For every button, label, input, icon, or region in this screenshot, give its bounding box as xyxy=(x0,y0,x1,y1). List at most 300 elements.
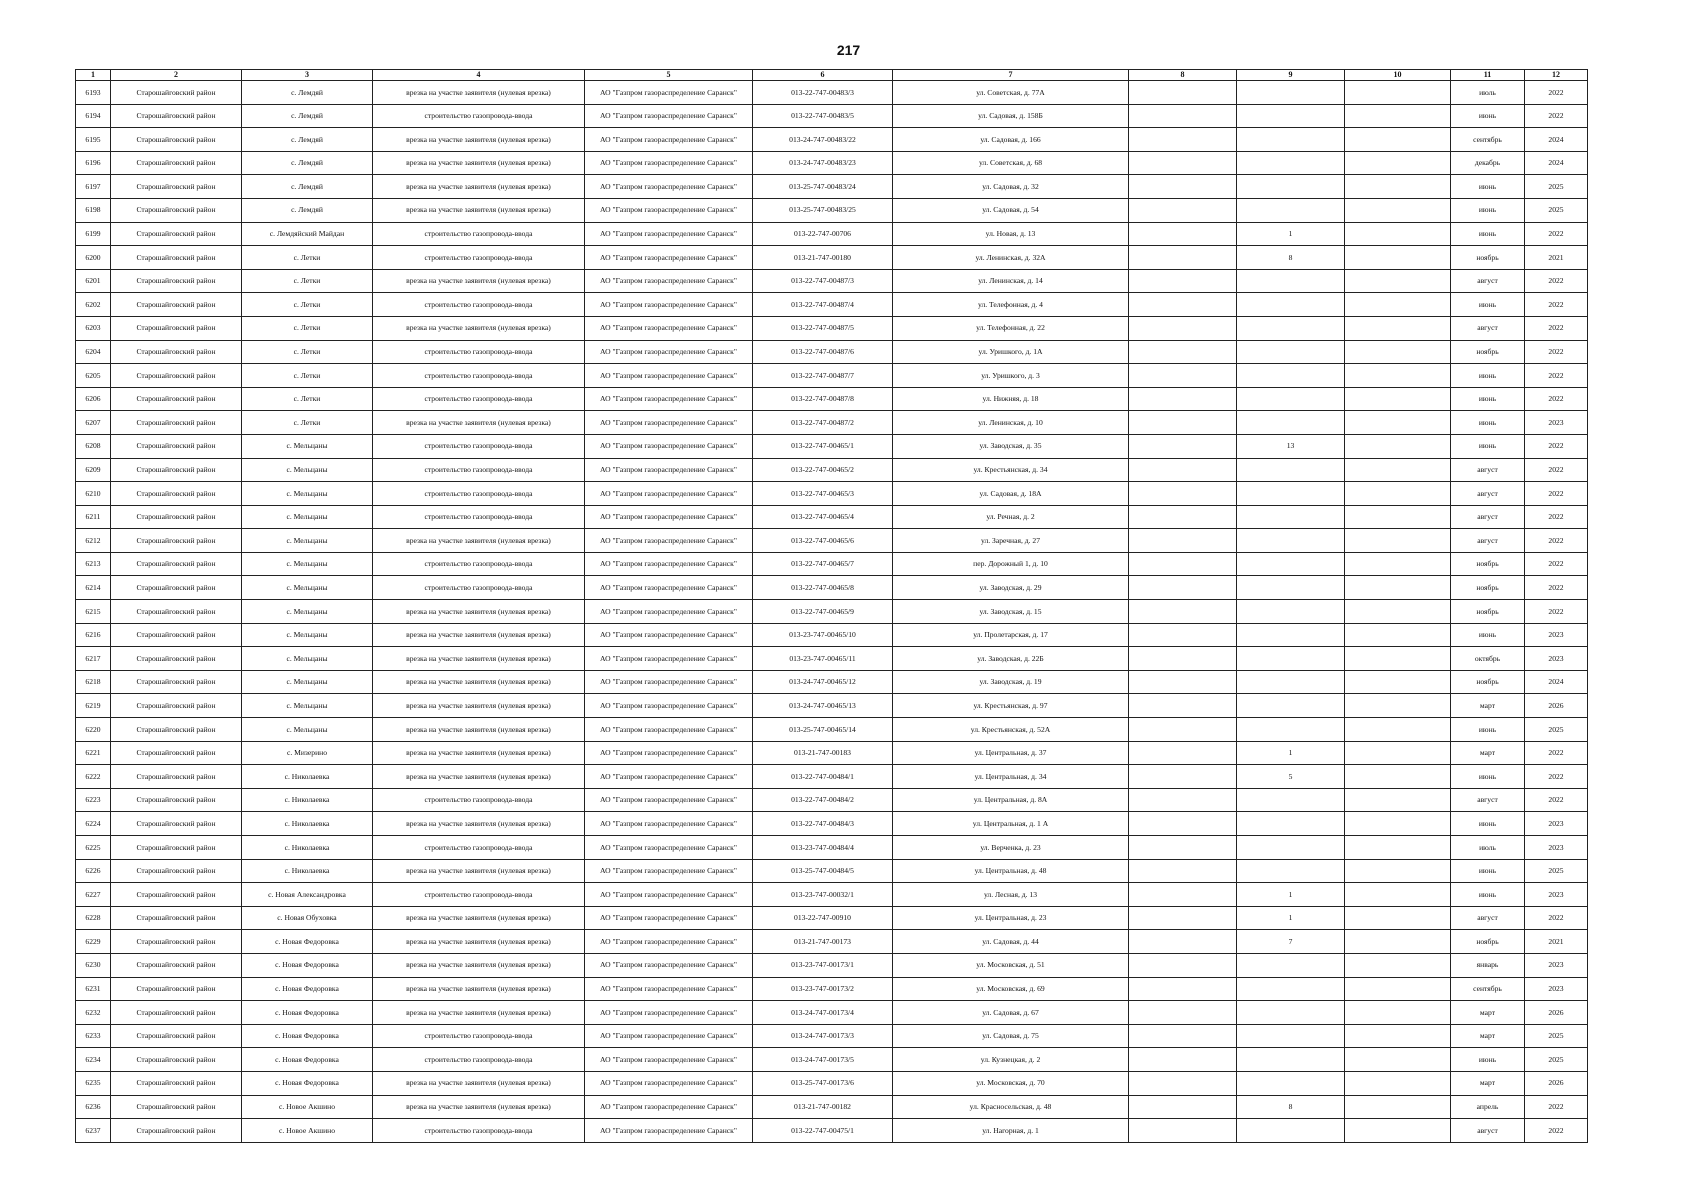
table-row xyxy=(76,81,1588,105)
cell-row-number: 6223 xyxy=(76,788,111,812)
cell-settlement: с. Лемдяй xyxy=(242,81,373,105)
cell-address: ул. Ленинская, д. 10 xyxy=(893,411,1129,435)
cell-application-number: 013-22-747-00484/1 xyxy=(753,765,893,789)
cell-col-10 xyxy=(1345,1024,1451,1048)
cell-district: Старошайговский район xyxy=(111,1048,242,1072)
table-row xyxy=(76,175,1588,199)
cell-organization: АО "Газпром газораспределение Саранск" xyxy=(585,836,753,860)
cell-year: 2026 xyxy=(1525,1071,1588,1095)
cell-col-10 xyxy=(1345,812,1451,836)
cell-address: ул. Пролетарская, д. 17 xyxy=(893,623,1129,647)
cell-month: март xyxy=(1451,694,1525,718)
cell-address: ул. Красносельская, д. 48 xyxy=(893,1095,1129,1119)
cell-col-10 xyxy=(1345,151,1451,175)
cell-settlement: с. Новая Александровка xyxy=(242,883,373,907)
cell-month: август xyxy=(1451,316,1525,340)
cell-work-type: врезка на участке заявителя (нулевая врезка) xyxy=(373,128,585,152)
cell-year: 2022 xyxy=(1525,1095,1588,1119)
table-row xyxy=(76,600,1588,624)
cell-work-type: врезка на участке заявителя (нулевая врезка) xyxy=(373,906,585,930)
cell-col-8 xyxy=(1129,128,1237,152)
cell-application-number: 013-24-747-00173/3 xyxy=(753,1024,893,1048)
table-row xyxy=(76,505,1588,529)
cell-district: Старошайговский район xyxy=(111,246,242,270)
cell-year: 2022 xyxy=(1525,104,1588,128)
cell-address: ул. Крестьянская, д. 52А xyxy=(893,718,1129,742)
cell-col-8 xyxy=(1129,930,1237,954)
cell-month: март xyxy=(1451,1024,1525,1048)
cell-col-10 xyxy=(1345,741,1451,765)
cell-col-8 xyxy=(1129,364,1237,388)
cell-row-number: 6224 xyxy=(76,812,111,836)
cell-col-10 xyxy=(1345,340,1451,364)
table-row xyxy=(76,316,1588,340)
cell-year: 2022 xyxy=(1525,387,1588,411)
cell-year: 2022 xyxy=(1525,529,1588,553)
cell-organization: АО "Газпром газораспределение Саранск" xyxy=(585,269,753,293)
cell-year: 2023 xyxy=(1525,836,1588,860)
cell-year: 2022 xyxy=(1525,316,1588,340)
cell-col-8 xyxy=(1129,836,1237,860)
cell-settlement: с. Новая Федоровка xyxy=(242,953,373,977)
cell-col-8 xyxy=(1129,505,1237,529)
cell-row-number: 6220 xyxy=(76,718,111,742)
cell-address: ул. Центральная, д. 48 xyxy=(893,859,1129,883)
cell-row-number: 6230 xyxy=(76,953,111,977)
cell-col-9 xyxy=(1237,387,1345,411)
cell-col-10 xyxy=(1345,836,1451,860)
cell-month: июль xyxy=(1451,81,1525,105)
cell-application-number: 013-25-747-00484/5 xyxy=(753,859,893,883)
cell-application-number: 013-22-747-00487/3 xyxy=(753,269,893,293)
header-row xyxy=(76,70,1588,81)
cell-year: 2024 xyxy=(1525,151,1588,175)
cell-year: 2023 xyxy=(1525,623,1588,647)
cell-col-10 xyxy=(1345,600,1451,624)
cell-col-9 xyxy=(1237,1048,1345,1072)
cell-district: Старошайговский район xyxy=(111,482,242,506)
cell-address: ул. Уришкого, д. 1А xyxy=(893,340,1129,364)
cell-col-10 xyxy=(1345,269,1451,293)
cell-col-10 xyxy=(1345,104,1451,128)
cell-year: 2022 xyxy=(1525,552,1588,576)
cell-year: 2022 xyxy=(1525,788,1588,812)
cell-application-number: 013-23-747-00173/2 xyxy=(753,977,893,1001)
cell-row-number: 6215 xyxy=(76,600,111,624)
column-header: 4 xyxy=(373,70,585,81)
cell-col-8 xyxy=(1129,529,1237,553)
table-row xyxy=(76,128,1588,152)
cell-month: июнь xyxy=(1451,765,1525,789)
cell-col-9 xyxy=(1237,411,1345,435)
cell-work-type: строительство газопровода-ввода xyxy=(373,104,585,128)
cell-work-type: врезка на участке заявителя (нулевая врезка) xyxy=(373,269,585,293)
cell-month: август xyxy=(1451,482,1525,506)
cell-address: ул. Садовая, д. 32 xyxy=(893,175,1129,199)
cell-col-9: 8 xyxy=(1237,1095,1345,1119)
cell-col-8 xyxy=(1129,1071,1237,1095)
cell-col-8 xyxy=(1129,458,1237,482)
cell-row-number: 6228 xyxy=(76,906,111,930)
cell-settlement: с. Николаевка xyxy=(242,765,373,789)
cell-settlement: с. Мельцаны xyxy=(242,670,373,694)
cell-col-8 xyxy=(1129,151,1237,175)
cell-settlement: с. Николаевка xyxy=(242,836,373,860)
cell-organization: АО "Газпром газораспределение Саранск" xyxy=(585,953,753,977)
cell-year: 2025 xyxy=(1525,859,1588,883)
cell-application-number: 013-23-747-00032/1 xyxy=(753,883,893,907)
cell-organization: АО "Газпром газораспределение Саранск" xyxy=(585,434,753,458)
cell-year: 2025 xyxy=(1525,1024,1588,1048)
cell-address: ул. Ленинская, д. 14 xyxy=(893,269,1129,293)
cell-work-type: строительство газопровода-ввода xyxy=(373,1119,585,1143)
cell-year: 2022 xyxy=(1525,269,1588,293)
cell-col-9 xyxy=(1237,482,1345,506)
table-row xyxy=(76,269,1588,293)
cell-application-number: 013-24-747-00173/5 xyxy=(753,1048,893,1072)
cell-col-8 xyxy=(1129,812,1237,836)
cell-col-10 xyxy=(1345,953,1451,977)
cell-row-number: 6206 xyxy=(76,387,111,411)
cell-application-number: 013-22-747-00484/3 xyxy=(753,812,893,836)
table-row xyxy=(76,1001,1588,1025)
cell-col-10 xyxy=(1345,1095,1451,1119)
cell-district: Старошайговский район xyxy=(111,104,242,128)
cell-year: 2022 xyxy=(1525,434,1588,458)
cell-col-9 xyxy=(1237,269,1345,293)
cell-organization: АО "Газпром газораспределение Саранск" xyxy=(585,1001,753,1025)
cell-organization: АО "Газпром газораспределение Саранск" xyxy=(585,128,753,152)
cell-col-10 xyxy=(1345,1119,1451,1143)
cell-col-8 xyxy=(1129,81,1237,105)
cell-work-type: строительство газопровода-ввода xyxy=(373,364,585,388)
cell-work-type: врезка на участке заявителя (нулевая врезка) xyxy=(373,81,585,105)
cell-col-9 xyxy=(1237,788,1345,812)
cell-row-number: 6202 xyxy=(76,293,111,317)
cell-col-8 xyxy=(1129,883,1237,907)
table-row xyxy=(76,1024,1588,1048)
table-row xyxy=(76,1071,1588,1095)
cell-year: 2022 xyxy=(1525,906,1588,930)
cell-district: Старошайговский район xyxy=(111,859,242,883)
cell-settlement: с. Мельцаны xyxy=(242,576,373,600)
cell-district: Старошайговский район xyxy=(111,600,242,624)
cell-district: Старошайговский район xyxy=(111,836,242,860)
cell-settlement: с. Летки xyxy=(242,269,373,293)
cell-district: Старошайговский район xyxy=(111,316,242,340)
cell-application-number: 013-22-747-00465/9 xyxy=(753,600,893,624)
cell-application-number: 013-22-747-00487/4 xyxy=(753,293,893,317)
cell-col-10 xyxy=(1345,316,1451,340)
cell-organization: АО "Газпром газораспределение Саранск" xyxy=(585,1024,753,1048)
cell-row-number: 6236 xyxy=(76,1095,111,1119)
cell-col-8 xyxy=(1129,647,1237,671)
cell-year: 2022 xyxy=(1525,293,1588,317)
cell-col-9 xyxy=(1237,718,1345,742)
cell-work-type: врезка на участке заявителя (нулевая врезка) xyxy=(373,198,585,222)
cell-settlement: с. Новая Федоровка xyxy=(242,1001,373,1025)
cell-work-type: врезка на участке заявителя (нулевая врезка) xyxy=(373,765,585,789)
cell-district: Старошайговский район xyxy=(111,788,242,812)
cell-organization: АО "Газпром газораспределение Саранск" xyxy=(585,670,753,694)
table-row xyxy=(76,340,1588,364)
cell-settlement: с. Летки xyxy=(242,387,373,411)
cell-col-10 xyxy=(1345,482,1451,506)
cell-col-10 xyxy=(1345,623,1451,647)
cell-year: 2021 xyxy=(1525,930,1588,954)
cell-row-number: 6196 xyxy=(76,151,111,175)
cell-organization: АО "Газпром газораспределение Саранск" xyxy=(585,859,753,883)
cell-work-type: врезка на участке заявителя (нулевая врезка) xyxy=(373,647,585,671)
cell-settlement: с. Новая Обуховка xyxy=(242,906,373,930)
cell-settlement: с. Мельцаны xyxy=(242,505,373,529)
cell-application-number: 013-22-747-00483/5 xyxy=(753,104,893,128)
cell-organization: АО "Газпром газораспределение Саранск" xyxy=(585,1048,753,1072)
registry-table xyxy=(75,69,1588,1143)
cell-col-10 xyxy=(1345,670,1451,694)
table-row xyxy=(76,458,1588,482)
column-header: 7 xyxy=(893,70,1129,81)
cell-address: ул. Заводская, д. 15 xyxy=(893,600,1129,624)
cell-row-number: 6222 xyxy=(76,765,111,789)
cell-work-type: врезка на участке заявителя (нулевая врезка) xyxy=(373,411,585,435)
cell-district: Старошайговский район xyxy=(111,128,242,152)
cell-application-number: 013-22-747-00484/2 xyxy=(753,788,893,812)
cell-col-8 xyxy=(1129,576,1237,600)
cell-month: июнь xyxy=(1451,293,1525,317)
cell-settlement: с. Мельцаны xyxy=(242,718,373,742)
cell-col-9: 13 xyxy=(1237,434,1345,458)
cell-year: 2022 xyxy=(1525,505,1588,529)
cell-application-number: 013-25-747-00465/14 xyxy=(753,718,893,742)
cell-col-8 xyxy=(1129,718,1237,742)
cell-district: Старошайговский район xyxy=(111,1119,242,1143)
table-row xyxy=(76,222,1588,246)
cell-year: 2025 xyxy=(1525,718,1588,742)
cell-col-10 xyxy=(1345,293,1451,317)
cell-settlement: с. Новая Федоровка xyxy=(242,977,373,1001)
cell-application-number: 013-22-747-00465/7 xyxy=(753,552,893,576)
cell-month: июнь xyxy=(1451,411,1525,435)
table-row xyxy=(76,741,1588,765)
cell-col-9 xyxy=(1237,340,1345,364)
cell-work-type: строительство газопровода-ввода xyxy=(373,387,585,411)
table-row xyxy=(76,529,1588,553)
cell-district: Старошайговский район xyxy=(111,552,242,576)
cell-address: ул. Уришкого, д. 3 xyxy=(893,364,1129,388)
page-number: 217 xyxy=(836,42,861,58)
table-row xyxy=(76,387,1588,411)
cell-application-number: 013-25-747-00173/6 xyxy=(753,1071,893,1095)
cell-application-number: 013-23-747-00465/11 xyxy=(753,647,893,671)
cell-district: Старошайговский район xyxy=(111,576,242,600)
cell-col-9 xyxy=(1237,104,1345,128)
cell-district: Старошайговский район xyxy=(111,387,242,411)
cell-settlement: с. Мельцаны xyxy=(242,623,373,647)
cell-application-number: 013-22-747-00465/8 xyxy=(753,576,893,600)
cell-district: Старошайговский район xyxy=(111,1001,242,1025)
cell-month: август xyxy=(1451,1119,1525,1143)
cell-organization: АО "Газпром газораспределение Саранск" xyxy=(585,151,753,175)
cell-application-number: 013-22-747-00487/5 xyxy=(753,316,893,340)
table-row xyxy=(76,670,1588,694)
cell-settlement: с. Летки xyxy=(242,411,373,435)
cell-address: ул. Кузнецкая, д. 2 xyxy=(893,1048,1129,1072)
cell-district: Старошайговский район xyxy=(111,1071,242,1095)
cell-organization: АО "Газпром газораспределение Саранск" xyxy=(585,741,753,765)
cell-row-number: 6221 xyxy=(76,741,111,765)
cell-month: июнь xyxy=(1451,434,1525,458)
cell-col-9 xyxy=(1237,977,1345,1001)
cell-col-9 xyxy=(1237,505,1345,529)
table-row xyxy=(76,812,1588,836)
cell-col-9 xyxy=(1237,1119,1345,1143)
cell-row-number: 6233 xyxy=(76,1024,111,1048)
cell-organization: АО "Газпром газораспределение Саранск" xyxy=(585,246,753,270)
cell-address: ул. Советская, д. 68 xyxy=(893,151,1129,175)
cell-organization: АО "Газпром газораспределение Саранск" xyxy=(585,387,753,411)
cell-year: 2023 xyxy=(1525,647,1588,671)
cell-col-8 xyxy=(1129,600,1237,624)
cell-month: июнь xyxy=(1451,387,1525,411)
cell-row-number: 6204 xyxy=(76,340,111,364)
cell-col-10 xyxy=(1345,718,1451,742)
cell-col-8 xyxy=(1129,552,1237,576)
cell-year: 2022 xyxy=(1525,222,1588,246)
cell-month: август xyxy=(1451,458,1525,482)
cell-settlement: с. Новое Акшино xyxy=(242,1119,373,1143)
cell-application-number: 013-22-747-00487/2 xyxy=(753,411,893,435)
cell-organization: АО "Газпром газораспределение Саранск" xyxy=(585,812,753,836)
cell-work-type: врезка на участке заявителя (нулевая врезка) xyxy=(373,718,585,742)
cell-month: октябрь xyxy=(1451,647,1525,671)
table-row xyxy=(76,906,1588,930)
cell-col-8 xyxy=(1129,670,1237,694)
cell-month: июнь xyxy=(1451,812,1525,836)
cell-district: Старошайговский район xyxy=(111,906,242,930)
cell-address: ул. Лесная, д. 13 xyxy=(893,883,1129,907)
cell-row-number: 6198 xyxy=(76,198,111,222)
table-row xyxy=(76,293,1588,317)
cell-settlement: с. Летки xyxy=(242,246,373,270)
cell-col-8 xyxy=(1129,434,1237,458)
cell-district: Старошайговский район xyxy=(111,977,242,1001)
cell-col-10 xyxy=(1345,198,1451,222)
cell-year: 2022 xyxy=(1525,1119,1588,1143)
cell-application-number: 013-23-747-00173/1 xyxy=(753,953,893,977)
cell-address: ул. Ленинская, д. 32А xyxy=(893,246,1129,270)
cell-settlement: с. Мельцаны xyxy=(242,434,373,458)
cell-col-10 xyxy=(1345,1048,1451,1072)
cell-district: Старошайговский район xyxy=(111,953,242,977)
cell-application-number: 013-22-747-00487/6 xyxy=(753,340,893,364)
column-header: 2 xyxy=(111,70,242,81)
cell-application-number: 013-22-747-00465/2 xyxy=(753,458,893,482)
cell-row-number: 6207 xyxy=(76,411,111,435)
cell-col-9 xyxy=(1237,953,1345,977)
cell-address: ул. Московская, д. 69 xyxy=(893,977,1129,1001)
cell-col-8 xyxy=(1129,175,1237,199)
cell-settlement: с. Мельцаны xyxy=(242,529,373,553)
cell-district: Старошайговский район xyxy=(111,1024,242,1048)
cell-address: ул. Заводская, д. 19 xyxy=(893,670,1129,694)
cell-work-type: врезка на участке заявителя (нулевая врезка) xyxy=(373,977,585,1001)
cell-application-number: 013-21-747-00183 xyxy=(753,741,893,765)
cell-application-number: 013-22-747-00483/3 xyxy=(753,81,893,105)
cell-month: ноябрь xyxy=(1451,552,1525,576)
cell-col-10 xyxy=(1345,411,1451,435)
table-row xyxy=(76,953,1588,977)
cell-col-9 xyxy=(1237,1071,1345,1095)
cell-col-8 xyxy=(1129,765,1237,789)
cell-organization: АО "Газпром газораспределение Саранск" xyxy=(585,364,753,388)
cell-district: Старошайговский район xyxy=(111,293,242,317)
cell-year: 2023 xyxy=(1525,977,1588,1001)
cell-application-number: 013-22-747-00465/4 xyxy=(753,505,893,529)
cell-year: 2024 xyxy=(1525,670,1588,694)
cell-work-type: строительство газопровода-ввода xyxy=(373,836,585,860)
cell-address: ул. Заводская, д. 29 xyxy=(893,576,1129,600)
cell-work-type: строительство газопровода-ввода xyxy=(373,576,585,600)
cell-organization: АО "Газпром газораспределение Саранск" xyxy=(585,718,753,742)
cell-col-8 xyxy=(1129,387,1237,411)
cell-district: Старошайговский район xyxy=(111,765,242,789)
cell-work-type: врезка на участке заявителя (нулевая врезка) xyxy=(373,316,585,340)
cell-settlement: с. Новая Федоровка xyxy=(242,1024,373,1048)
cell-month: ноябрь xyxy=(1451,576,1525,600)
cell-col-10 xyxy=(1345,81,1451,105)
cell-col-9 xyxy=(1237,128,1345,152)
cell-col-10 xyxy=(1345,859,1451,883)
cell-organization: АО "Газпром газораспределение Саранск" xyxy=(585,694,753,718)
cell-work-type: врезка на участке заявителя (нулевая врезка) xyxy=(373,812,585,836)
column-header: 9 xyxy=(1237,70,1345,81)
table-row xyxy=(76,765,1588,789)
cell-col-10 xyxy=(1345,434,1451,458)
cell-settlement: с. Летки xyxy=(242,293,373,317)
cell-year: 2023 xyxy=(1525,883,1588,907)
cell-row-number: 6235 xyxy=(76,1071,111,1095)
cell-organization: АО "Газпром газораспределение Саранск" xyxy=(585,765,753,789)
cell-year: 2026 xyxy=(1525,1001,1588,1025)
cell-work-type: строительство газопровода-ввода xyxy=(373,788,585,812)
cell-settlement: с. Новая Федоровка xyxy=(242,1048,373,1072)
cell-month: январь xyxy=(1451,953,1525,977)
cell-district: Старошайговский район xyxy=(111,930,242,954)
cell-col-10 xyxy=(1345,977,1451,1001)
table-row xyxy=(76,246,1588,270)
table-header xyxy=(76,70,1588,81)
cell-col-9 xyxy=(1237,81,1345,105)
cell-col-8 xyxy=(1129,977,1237,1001)
cell-col-9 xyxy=(1237,670,1345,694)
cell-col-10 xyxy=(1345,906,1451,930)
cell-address: ул. Московская, д. 70 xyxy=(893,1071,1129,1095)
table-row xyxy=(76,576,1588,600)
cell-year: 2025 xyxy=(1525,1048,1588,1072)
cell-row-number: 6199 xyxy=(76,222,111,246)
cell-settlement: с. Летки xyxy=(242,340,373,364)
cell-col-9 xyxy=(1237,1001,1345,1025)
cell-col-8 xyxy=(1129,741,1237,765)
cell-row-number: 6225 xyxy=(76,836,111,860)
cell-work-type: врезка на участке заявителя (нулевая врезка) xyxy=(373,741,585,765)
cell-district: Старошайговский район xyxy=(111,670,242,694)
table-row xyxy=(76,836,1588,860)
table-row xyxy=(76,718,1588,742)
cell-year: 2022 xyxy=(1525,765,1588,789)
cell-work-type: врезка на участке заявителя (нулевая врезка) xyxy=(373,859,585,883)
